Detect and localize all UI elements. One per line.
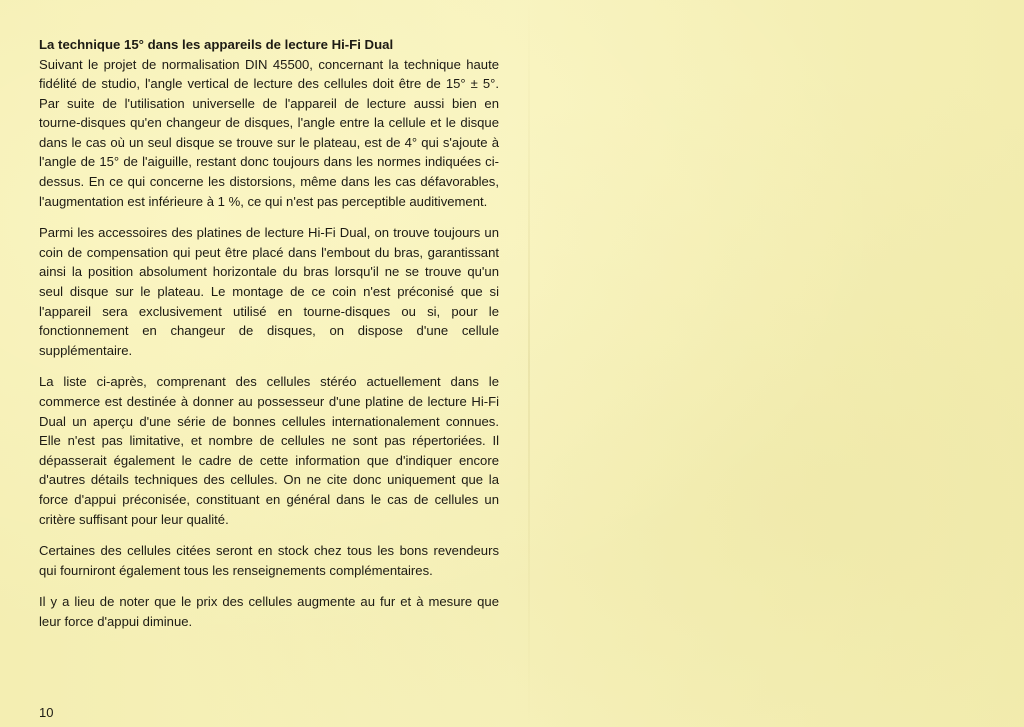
text-column: [39, 35, 499, 644]
page-fold: [528, 0, 530, 727]
section-heading: La technique 15° dans les appareils de lecture Hi-Fi Dual: [39, 37, 394, 52]
paragraph-2: Parmi les accessoires des platines de lecture Hi-Fi Dual, on trouve toujours un coin de compensation qui peut être placé dans l'embout du bras, garantissant ainsi la position absolument horizontale du bras lorsqu'il ne se trouve qu'un seul disque sur le plateau. Le montage de ce coin n'est préconisé que si l'appareil sera exclusivement utilisé en tourne-disques ou si, pour le fonctionnement en changeur de disques, on dispose d'une cellule supplémentaire.: [39, 225, 499, 358]
page-number: 10: [39, 705, 54, 720]
paragraph-3: La liste ci-après, comprenant des cellules stéréo actuellement dans le commerce est destinée à donner au possesseur d'une platine de lecture Hi-Fi Dual un aperçu d'une série de bonnes cellules internationalement connues. Elle n'est pas limitative, et nombre de cellules ne sont pas répertoriées. Il dépasserait également le cadre de cette information que d'indiquer encore d'autres détails techniques des cellules. On ne cite donc uniquement que la force d'appui préconisée, constituant en général dans le cas de cellules un critère suffisant pour leur qualité.: [39, 374, 499, 527]
paragraph-1: Suivant le projet de normalisation DIN 45500, concernant la technique haute fidélité de studio, l'angle vertical de lecture des cellules doit être de 15° ± 5°. Par suite de l'utilisation universelle de l'appareil de lecture aussi bien en tourne-disques qu'en changeur de disques, l'angle entre la cellule et le disque dans le cas où un seul disque se trouve sur le plateau, est de 4° qui s'ajoute à l'angle de 15° de l'aiguille, restant donc toujours dans les normes indiquées ci-dessus. En ce qui concerne les distorsions, même dans les cas défavorables, l'augmentation est inférieure à 1 %, ce qui n'est pas perceptible auditivement.: [39, 56, 499, 209]
paragraph-4: Certaines des cellules citées seront en stock chez tous les bons revendeurs qui fourniront également tous les renseignements complémentaires.: [39, 543, 499, 578]
paragraph-5: Il y a lieu de noter que le prix des cellules augmente au fur et à mesure que leur force d'appui diminue.: [39, 594, 499, 629]
